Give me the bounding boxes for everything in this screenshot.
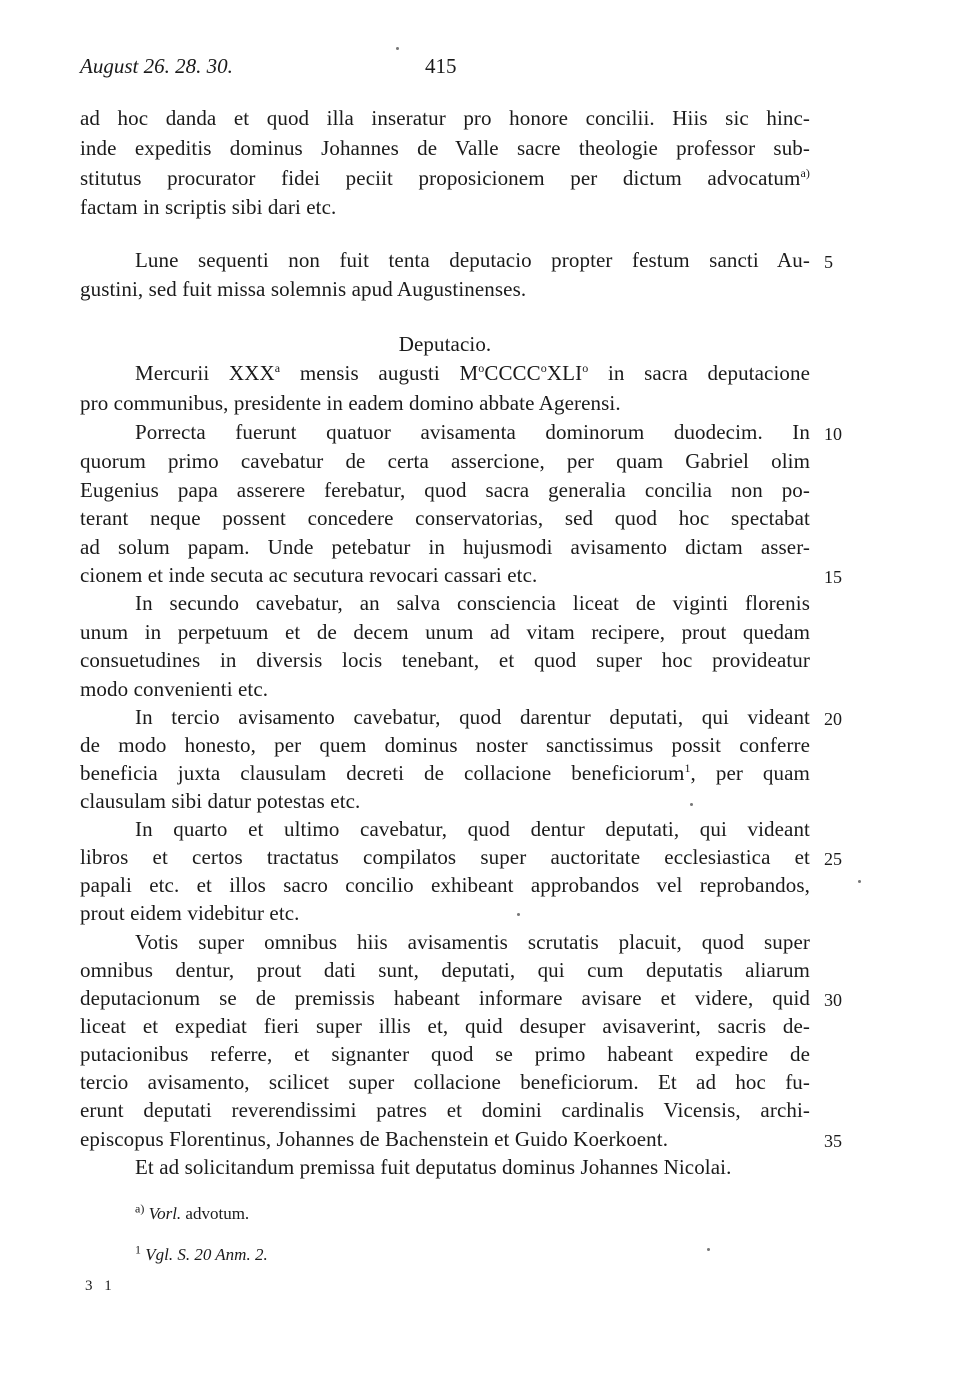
text-line: pro communibus, presidente in eadem domino abbate Agerensi. xyxy=(80,391,621,415)
text-line: inde expeditis dominus Johannes de Valle sacre theologie professor sub- xyxy=(80,136,810,160)
text-line-body: stitutus procurator fidei peciit proposicionem per dictum advocatum xyxy=(80,166,801,190)
footnote-1 xyxy=(135,1244,268,1266)
line-number: 10 xyxy=(824,424,842,444)
footnote-a xyxy=(135,1203,249,1225)
text-line: unum in perpetuum et de decem unum ad vitam recipere, prout quedam xyxy=(80,620,810,644)
print-speck xyxy=(707,1248,710,1251)
text-line: papali etc. et illos sacro concilio exhibeant approbandos vel reprobandos, xyxy=(80,873,810,897)
text-line: liceat et expediat fieri super illis et, quid desuper avisaverint, sacris de- xyxy=(80,1014,810,1038)
text-line: putacionibus referre, et signanter quod se primo habeant expedire de xyxy=(80,1042,810,1066)
note-ref-a: a) xyxy=(800,166,810,180)
footnote-text: advotum. xyxy=(185,1204,250,1223)
line-number: 20 xyxy=(824,709,842,729)
line-number: 15 xyxy=(824,567,842,587)
superscript: o xyxy=(582,361,589,375)
text-line-body: beneficia juxta clausulam decreti de collacione beneficiorum xyxy=(80,761,685,785)
text-line: terant neque possent concedere conservatorias, sed quod hoc spectabat xyxy=(80,506,810,530)
text-line-tail: , per quam xyxy=(690,761,810,785)
page-number: 415 xyxy=(425,54,457,78)
footnote-marker: 1 xyxy=(135,1242,141,1257)
text-line: cionem et inde secuta ac secutura revocari cassari etc. xyxy=(80,563,538,587)
section-heading: Deputacio. xyxy=(398,332,492,356)
print-speck xyxy=(396,47,399,50)
text-line: episcopus Florentinus, Johannes de Bachenstein et Guido Koerkoent. xyxy=(80,1127,669,1151)
text-line: Mercurii XXX$^a$ mensis augusti $M^oCCCC^oXLI^o$ in sacra deputacione xyxy=(135,361,810,385)
text-line: In secundo cavebatur, an salva consciencia liceat de viginti florenis xyxy=(135,591,810,615)
footnote-ref-1: 1 xyxy=(684,761,691,775)
print-speck xyxy=(517,913,520,916)
text-line: In tercio avisamento cavebatur, quod darentur deputati, qui videant xyxy=(135,705,810,729)
text-line: tercio avisamento, scilicet super collacione beneficiorum. Et ad hoc fu- xyxy=(80,1070,810,1094)
text-line: Eugenius papa asserere ferebatur, quod sacra generalia concilia non po- xyxy=(80,478,810,502)
superscript: o xyxy=(478,361,485,375)
text-line: modo convenienti etc. xyxy=(80,677,269,701)
text-line: de modo honesto, per quem dominus noster sanctissimus possit conferre xyxy=(80,733,810,757)
print-speck xyxy=(690,803,693,806)
text-line xyxy=(80,759,810,787)
text-line: quorum primo cavebatur de certa assercione, per quam Gabriel olim xyxy=(80,449,810,473)
text-line: ad hoc danda et quod illa inseratur pro honore concilii. Hiis sic hinc- xyxy=(80,106,810,130)
text-line: prout eidem videbitur etc. xyxy=(80,901,300,925)
text-line: consuetudines in diversis locis tenebant, et quod super hoc provideatur xyxy=(80,648,810,672)
text-line: libros et certos tractatus compilatos super auctoritate ecclesiastica et xyxy=(80,845,810,869)
text-line: deputacionum se de premissis habeant informare avisare et videre, quid xyxy=(80,986,810,1010)
text-line: clausulam sibi datur potestas etc. xyxy=(80,789,361,813)
text-line: Votis super omnibus hiis avisamentis scrutatis placuit, quod super xyxy=(135,930,810,954)
superscript: o xyxy=(540,361,547,375)
footnote-text: Vgl. S. 20 Anm. 2. xyxy=(145,1245,268,1264)
line-number: 35 xyxy=(824,1131,842,1151)
line-number: 30 xyxy=(824,990,842,1010)
text-line: Lune sequenti non fuit tenta deputacio propter festum sancti Au- xyxy=(135,248,810,272)
signature-mark: 3 1 xyxy=(85,1278,116,1294)
print-speck xyxy=(858,880,861,883)
superscript: a xyxy=(274,361,281,375)
running-header: August 26. 28. 30. xyxy=(80,54,233,78)
text-line: Et ad solicitandum premissa fuit deputatus dominus Johannes Nicolai. xyxy=(135,1155,732,1179)
text-line: Porrecta fuerunt quatuor avisamenta dominorum duodecim. In xyxy=(135,420,810,444)
text-line: In quarto et ultimo cavebatur, quod dentur deputati, qui videant xyxy=(135,817,810,841)
line-number: 5 xyxy=(824,252,833,272)
text-line: factam in scriptis sibi dari etc. xyxy=(80,195,337,219)
footnote-marker: a) xyxy=(135,1201,145,1216)
line-number: 25 xyxy=(824,849,842,869)
text-line: gustini, sed fuit missa solemnis apud Augustinenses. xyxy=(80,277,527,301)
text-line: ad solum papam. Unde petebatur in hujusmodi avisamento dictam asser- xyxy=(80,535,810,559)
text-line: erunt deputati reverendissimi patres et domini cardinalis Vicensis, archi- xyxy=(80,1098,810,1122)
text-line: omnibus dentur, prout dati sunt, deputati, qui cum deputatis aliarum xyxy=(80,958,810,982)
footnote-italic: Vorl. xyxy=(148,1204,182,1223)
text-line xyxy=(80,164,810,192)
